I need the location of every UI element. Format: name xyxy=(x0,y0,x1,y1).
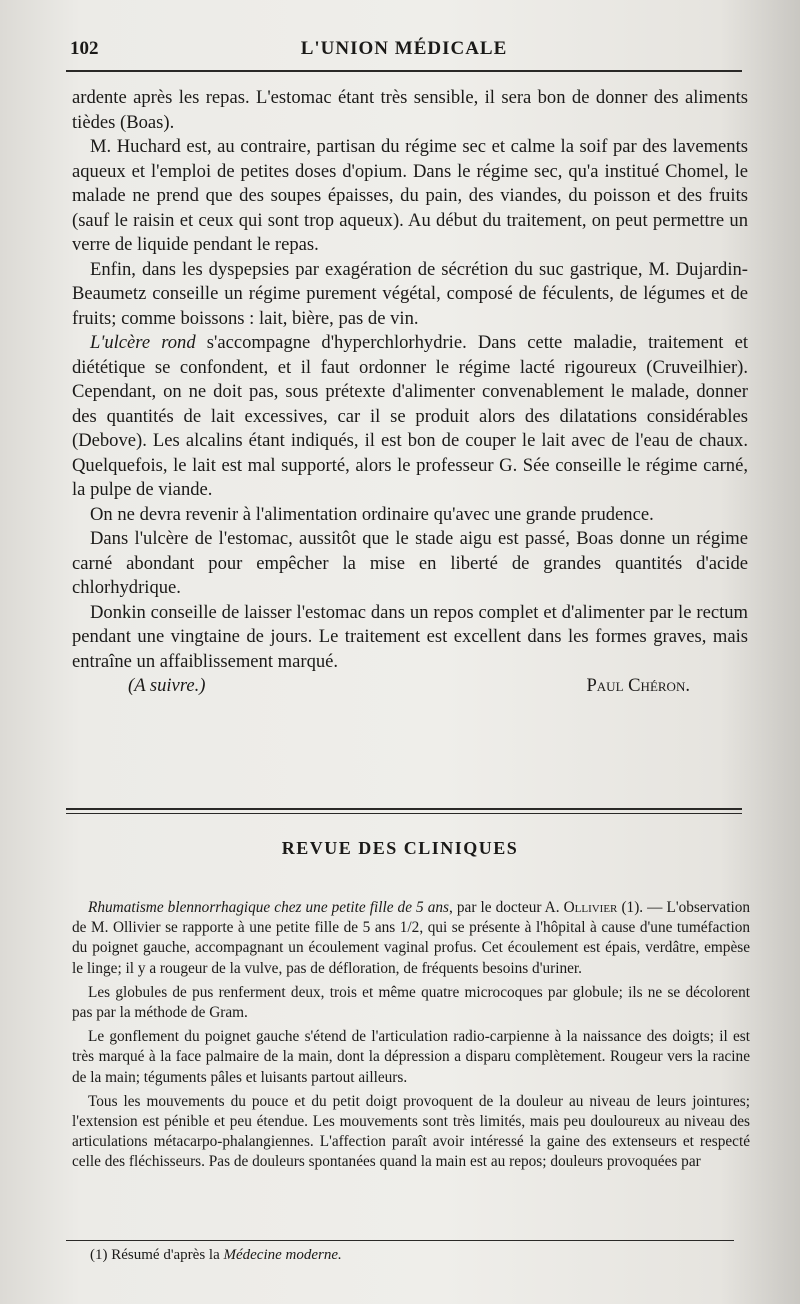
header-rule xyxy=(66,70,742,72)
paragraph: On ne devra revenir à l'alimentation ordinaire qu'avec une grande prudence. xyxy=(90,503,654,525)
running-title: L'UNION MÉDICALE xyxy=(300,38,508,59)
section-title: REVUE DES CLINIQUES xyxy=(281,838,519,858)
paragraph: Les globules de pus renferment deux, trois et même quatre microcoques par globule; ils ne se décolorent pas par la méthode de Gram. xyxy=(72,983,750,1022)
a-suivre: (A suivre.) xyxy=(128,675,206,696)
paragraph xyxy=(72,898,750,979)
paragraph: Dans l'ulcère de l'estomac, aussitôt que le stade aigu est passé, Boas donne un régime carné abondant pour empêcher la mise en liberté de grandes quantités d'acide chlorhydrique. xyxy=(72,528,748,598)
byline: , par le docteur A. xyxy=(449,899,564,916)
emphasis: L'ulcère rond xyxy=(90,332,196,353)
footnote xyxy=(90,1247,342,1264)
footnote-rule xyxy=(66,1240,734,1241)
paragraph-text: s'accompagne d'hyperchlorhydrie. Dans cette maladie, traitement et diététique se confondent, et il faut ordonner le régime lacté rigoureux (Cruveilhier). Cependant, on ne doit pas, sous prétexte d'alimenter convenablement le malade, donner des quantités de lait excessives, car il se produit alors des dilatations considérables (Debove). Les alcalins étant indiqués, il est bon de couper le lait avec de l'eau de chaux. Quelquefois, le lait est mal supporté, alors le professeur G. Sée conseille le régime carné, la pulpe de viande. xyxy=(72,332,748,500)
clinic-review xyxy=(72,898,750,1177)
signoff xyxy=(72,674,748,700)
section-rule-top xyxy=(66,808,742,810)
paragraph: M. Huchard est, au contraire, partisan du régime sec et calme la soif par des lavements aqueux et l'emploi de petites doses d'opium. Dans le régime sec, qu'a institué Chomel, le malade ne prend que des soupes épaisses, du pain, des viandes, du poisson et des fruits (sauf le raisin et ceux qui sont trop aqueux). Au début du traitement, on peut permettre un verre de liquide pendant le repas. xyxy=(72,136,748,255)
section-rule-bottom xyxy=(66,813,742,814)
page-number: 102 xyxy=(70,38,99,59)
paragraph: Tous les mouvements du pouce et du petit doigt provoquent de la douleur au niveau de leurs jointures; l'extension est pénible et peu étendue. Les mouvements sont très limités, mais peu douloureux au niveau des articulations métacarpo-phalangiennes. L'affection paraît avoir intéressé la gaine des extenseurs et respecté celle des fléchisseurs. Pas de douleurs spontanées quand la main est au repos; douleurs provoquées par xyxy=(72,1092,750,1171)
paragraph: ardente après les repas. L'estomac étant très sensible, il sera bon de donner des aliments tièdes (Boas). xyxy=(72,87,748,133)
article-author: Paul Chéron. xyxy=(586,675,690,696)
case-author: Ollivier xyxy=(563,899,618,916)
paragraph xyxy=(72,331,748,503)
paragraph-text: (1). — L'observation de M. Ollivier se rapporte à une petite fille de 5 ans 1/2, qui se présente à l'hôpital à cause d'une tuméfaction du poignet gauche, accompagnant un écoulement vaginal profus. Cet écoulement est épais, verdâtre, empèse le linge; il y a rougeur de la vulve, pas de défloration, de fréquents besoins d'uriner. xyxy=(72,899,750,977)
footnote-text: (1) Résumé d'après la xyxy=(90,1247,224,1263)
paragraph: Donkin conseille de laisser l'estomac dans un repos complet et d'alimenter par le rectum pendant une vingtaine de jours. Le traitement est excellent dans les formes graves, mais entraîne un affaiblissement marqué. xyxy=(72,601,748,672)
case-title: Rhumatisme blennorrhagique chez une petite fille de 5 ans xyxy=(88,899,449,916)
page-header xyxy=(66,38,742,64)
article-body xyxy=(72,86,748,700)
paragraph: Le gonflement du poignet gauche s'étend de l'articulation radio-carpienne à la naissance des doigts; il est très marqué à la face palmaire de la main, dont la dépression a disparu complètement. Rougeur vers la racine de la main; téguments pâles et luisants partout ailleurs. xyxy=(72,1028,750,1086)
paragraph: Enfin, dans les dyspepsies par exagération de sécrétion du suc gastrique, M. Dujardin-Beaumetz conseille un régime purement végétal, composé de féculents, de légumes et de fruits; comme boissons : lait, bière, pas de vin. xyxy=(72,258,748,329)
footnote-source: Médecine moderne. xyxy=(223,1247,342,1263)
